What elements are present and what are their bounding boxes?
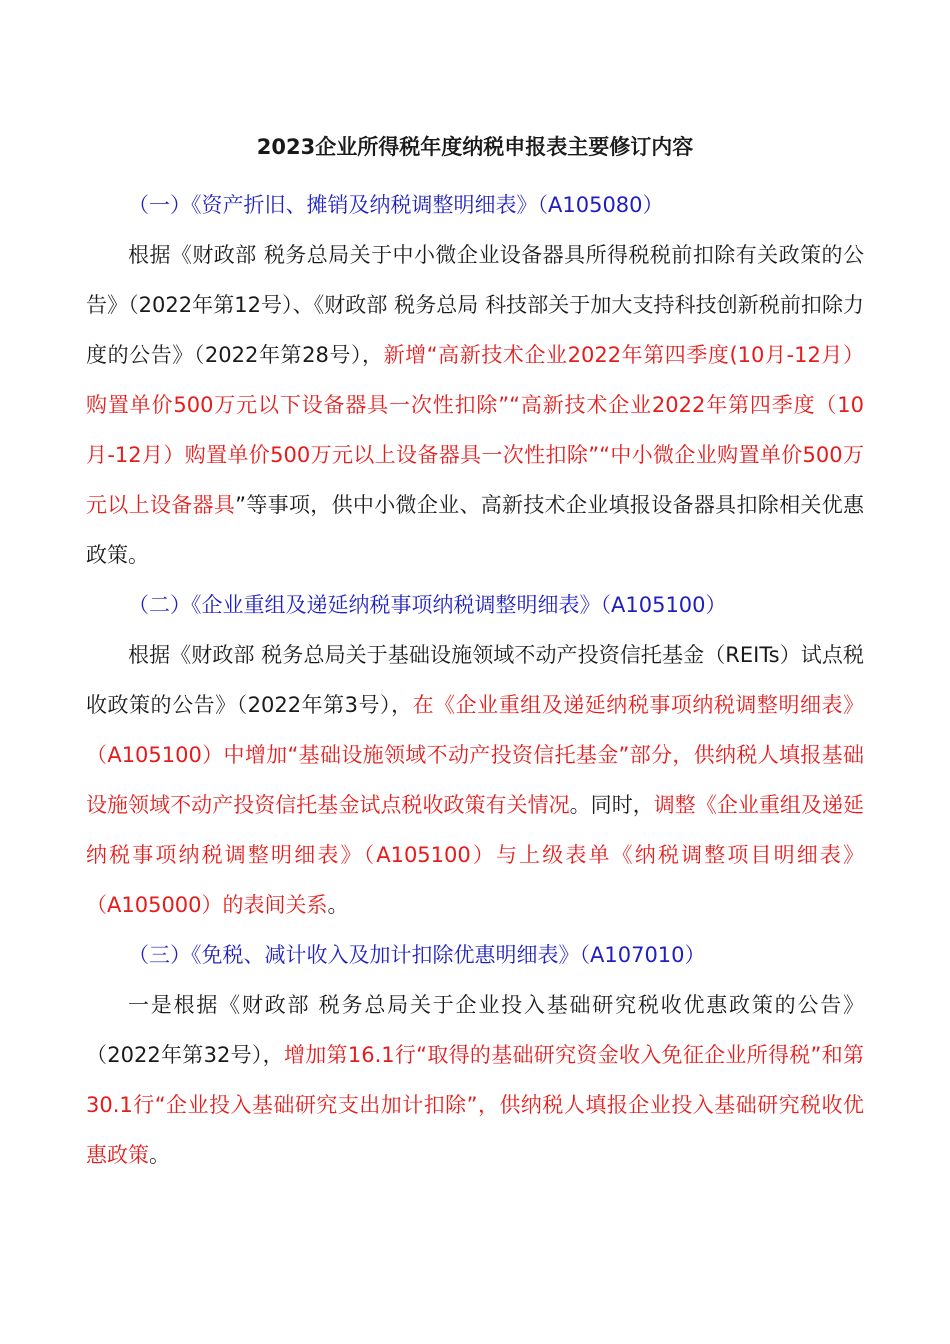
section-body bbox=[86, 630, 864, 930]
body-text: 。 bbox=[149, 1143, 170, 1167]
section-heading: （二）《企业重组及递延纳税事项纳税调整明细表》（A105100） bbox=[128, 593, 727, 617]
section-body bbox=[86, 230, 864, 580]
highlighted-text: 新增“高新技术企业2022年第四季度(10月-12月）购置单价500万元以下设备器具一次性扣除”“高新技术企业2022年第四季度（10月-12月）购置单价500万元以上设备器具一次性扣除”“中小微企业购置单价500万元以上设备器具 bbox=[86, 343, 864, 517]
highlighted-text: 增加第16.1行“取得的基础研究资金收入免征企业所得税”和第30.1行“企业投入基础研究支出加计扣除”，供纳税人填报企业投入基础研究税收优惠政策 bbox=[86, 1043, 865, 1167]
body-text: ”等事项，供中小微企业、高新技术企业填报设备器具扣除相关优惠政策。 bbox=[86, 493, 864, 567]
section-2 bbox=[86, 580, 864, 930]
body-text: 。 bbox=[327, 893, 349, 917]
document-title: 2023企业所得税年度纳税申报表主要修订内容 bbox=[256, 135, 694, 159]
section-heading: （一）《资产折旧、摊销及纳税调整明细表》（A105080） bbox=[128, 193, 664, 217]
section-body bbox=[86, 980, 864, 1180]
section-heading: （三）《免税、减计收入及加计扣除优惠明细表》（A107010） bbox=[128, 943, 706, 967]
section-1 bbox=[86, 180, 864, 580]
body-text: 根据《财政部 税务总局关于基础设施领域不动产投资信托基金（REITs）试点税收政策的公告》（2022年第3号）， bbox=[86, 643, 864, 717]
body-text: 。同时， bbox=[569, 793, 654, 817]
body-text: 根据《财政部 税务总局关于中小微企业设备器具所得税税前扣除有关政策的公告》（2022年第12号）、《财政部 税务总局 科技部关于加大支持科技创新税前扣除力度的公告》（2022年第28号）， bbox=[86, 243, 864, 367]
body-text: 一是根据《财政部 税务总局关于企业投入基础研究税收优惠政策的公告》（2022年第32号）， bbox=[86, 993, 864, 1067]
highlighted-text: 调整《企业重组及递延纳税事项纳税调整明细表》（A105100）与上级表单《纳税调整项目明细表》（A105000）的表间关系 bbox=[86, 793, 865, 917]
section-3 bbox=[86, 930, 864, 1180]
highlighted-text: 在《企业重组及递延纳税事项纳税调整明细表》（A105100）中增加“基础设施领域不动产投资信托基金”部分，供纳税人填报基础设施领域不动产投资信托基金试点税收政策有关情况 bbox=[86, 693, 865, 817]
